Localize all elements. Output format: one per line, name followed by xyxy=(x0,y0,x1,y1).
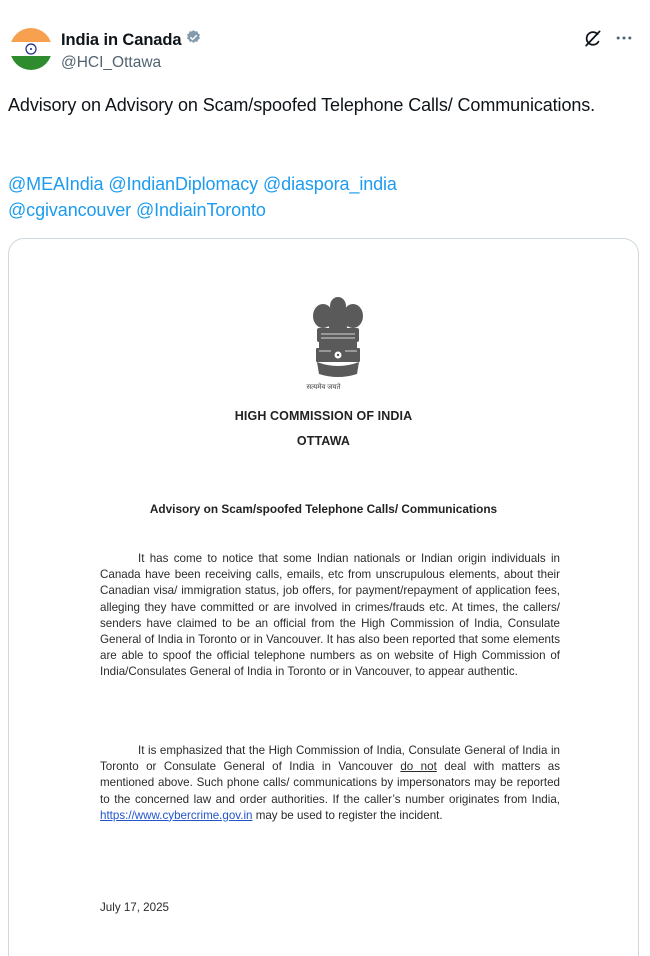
document-title: Advisory on Scam/spoofed Telephone Calls/ Communications xyxy=(149,502,498,516)
state-emblem-icon xyxy=(305,294,371,390)
tweet-text: Advisory on Advisory on Scam/spoofed Telephone Calls/ Communications. xyxy=(8,95,596,115)
mention-diaspora-india[interactable]: @diaspora_india xyxy=(262,174,397,194)
author-display-name-row[interactable] xyxy=(61,29,202,51)
document-date: July 17, 2025 xyxy=(100,901,169,914)
header-actions xyxy=(582,28,634,48)
flag-avatar[interactable] xyxy=(10,28,52,70)
author-handle[interactable]: @HCI_Ottawa xyxy=(61,54,162,71)
document-paragraph-2 xyxy=(100,743,560,824)
mention-indiaintoronto[interactable]: @IndiainToronto xyxy=(135,200,266,220)
document-paragraph-1: It has come to notice that some Indian nationals or Indian origin individuals in Canada have been receiving calls, emails, etc from unscrupulous elements, about their Canadian visa/ immigration status, job offers, for payment/repayment of application fees, alleging they have committed or are involved in crimes/frauds etc. At times, the callers/ senders have claimed to be an official from the High Commission of India, Consulate General of India in Toronto or in Vancouver. It has also been reported that some elements are able to spoof the official telephone numbers as on website of High Commission of India/Consulates General of India in Toronto or in Vancouver, to appear authentic. xyxy=(100,552,560,679)
paragraph-2-text-b: deal with matters as mentioned above. Such phone calls/ communications by impersonators may be reported to the concerned law and order authorities. If the caller’s number originates from India, xyxy=(100,760,560,806)
mention-meaindia[interactable]: @MEAIndia xyxy=(8,174,104,194)
more-icon[interactable] xyxy=(614,28,634,48)
paragraph-2-text-c: may be used to register the incident. xyxy=(252,808,443,822)
mention-indiandiplomacy[interactable]: @IndianDiplomacy xyxy=(108,174,259,194)
attached-document-image[interactable] xyxy=(8,238,639,956)
office-name-line-2: OTTAWA xyxy=(296,434,351,448)
author-display-name[interactable]: India in Canada xyxy=(61,30,182,49)
paragraph-2-underlined: do not xyxy=(400,760,437,774)
office-name-line-1: HIGH COMMISSION OF INDIA xyxy=(234,409,413,423)
paragraph-2-text-a: It is emphasized that the High Commission of India, Consulate General of India in Toronto or Consulate General of India in Vancouver xyxy=(100,744,560,774)
author-names xyxy=(61,29,202,72)
mention-cgivancouver[interactable]: @cgivancouver xyxy=(8,200,132,220)
tweet-mentions xyxy=(8,171,628,223)
emblem-motto: सत्यमेव जयते xyxy=(306,384,341,391)
tweet-header xyxy=(10,28,640,78)
verified-badge-icon[interactable] xyxy=(185,29,202,51)
grok-icon[interactable] xyxy=(582,28,602,48)
cybercrime-link[interactable]: https://www.cybercrime.gov.in xyxy=(100,808,253,822)
